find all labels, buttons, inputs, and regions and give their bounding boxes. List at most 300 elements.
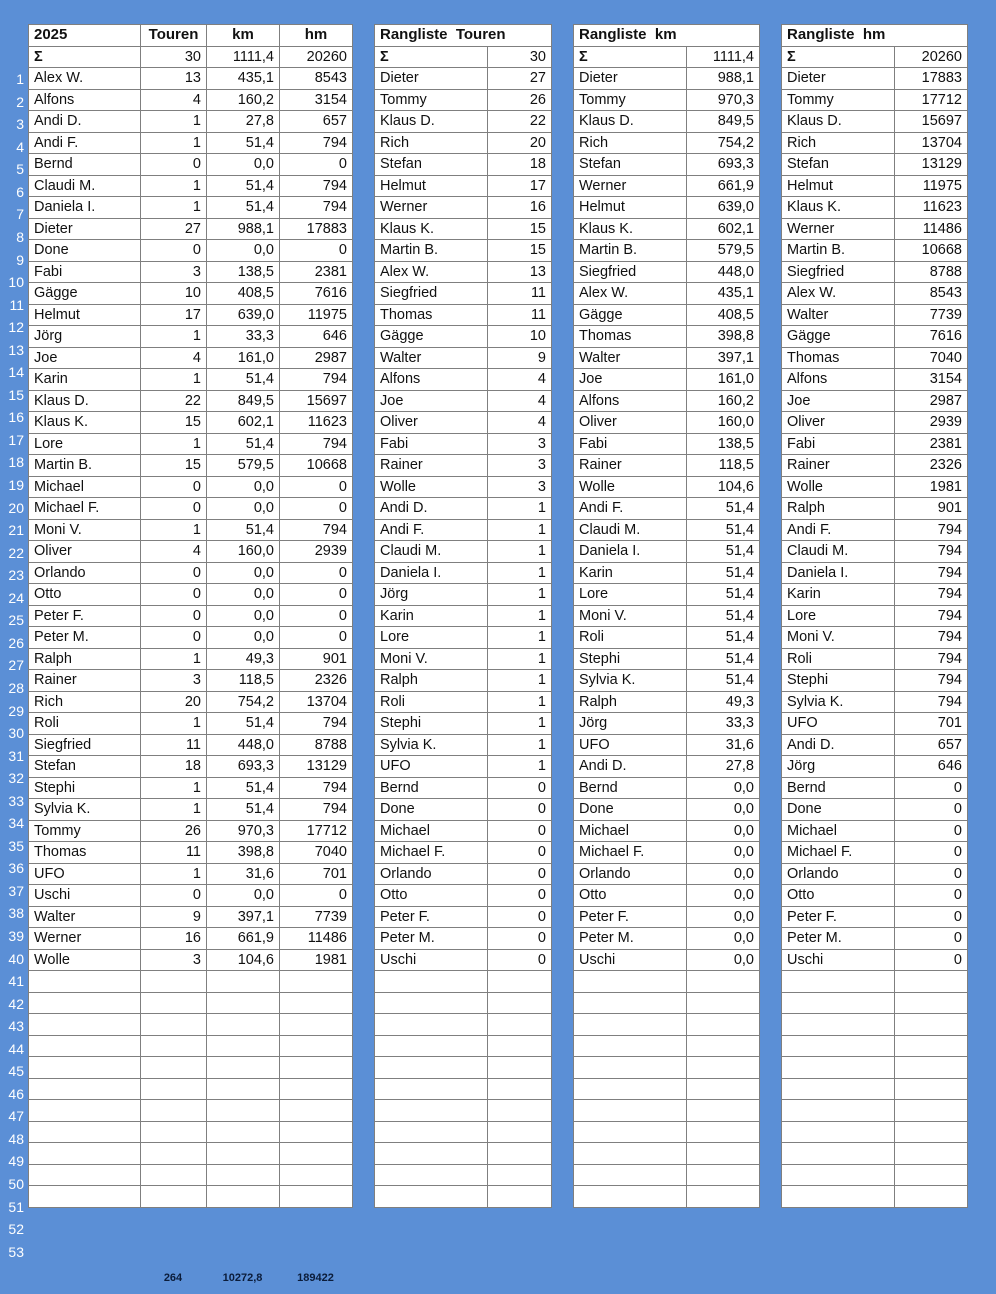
rider-touren: 1: [141, 132, 207, 154]
ranking-name: Helmut: [375, 175, 488, 197]
rider-name: Karin: [29, 369, 141, 391]
rider-km: 49,3: [207, 648, 280, 670]
rider-hm: 794: [280, 713, 353, 735]
ranking-name: Oliver: [375, 412, 488, 434]
table-row: [29, 971, 353, 993]
touren-header: Touren: [141, 25, 207, 47]
rider-touren: [141, 1143, 207, 1165]
rider-hm: 11623: [280, 412, 353, 434]
rider-name: [29, 1078, 141, 1100]
ranking-row: [782, 627, 968, 649]
rank-hm-title: Rangliste hm: [782, 25, 968, 47]
ranking-row: [782, 476, 968, 498]
ranking-row: [782, 734, 968, 756]
ranking-name: [782, 1078, 895, 1100]
rider-name: Fabi: [29, 261, 141, 283]
ranking-name: Siegfried: [782, 261, 895, 283]
ranking-touren-value: 18: [488, 154, 552, 176]
ranking-touren-value: 1: [488, 519, 552, 541]
ranking-row: [782, 756, 968, 778]
ranking-row: [574, 1164, 760, 1186]
ranking-name: Joe: [782, 390, 895, 412]
ranking-name: Sylvia K.: [375, 734, 488, 756]
ranking-row: [574, 670, 760, 692]
ranking-touren-value: 4: [488, 412, 552, 434]
rider-hm: 2939: [280, 541, 353, 563]
row-number: 4: [16, 138, 24, 155]
ranking-touren-value: 9: [488, 347, 552, 369]
ranking-row: [574, 713, 760, 735]
total-touren: 264: [163, 1272, 183, 1284]
header-row: [375, 25, 552, 47]
ranking-hm-value: [895, 1057, 968, 1079]
ranking-hm-value: 0: [895, 906, 968, 928]
ranking-hm-value: [895, 1186, 968, 1208]
ranking-row: [574, 455, 760, 477]
ranking-row: [375, 433, 552, 455]
ranking-row: [782, 820, 968, 842]
ranking-name: [375, 1100, 488, 1122]
table-row: [29, 691, 353, 713]
rider-name: [29, 1143, 141, 1165]
rider-hm: 701: [280, 863, 353, 885]
ranking-hm-value: [895, 1143, 968, 1165]
ranking-touren-value: 0: [488, 863, 552, 885]
rider-name: Uschi: [29, 885, 141, 907]
ranking-row: [574, 347, 760, 369]
ranking-row: [574, 433, 760, 455]
ranking-hm-value: 7616: [895, 326, 968, 348]
row-number: 51: [8, 1198, 24, 1215]
ranking-km-value: 0,0: [687, 949, 760, 971]
ranking-name: Walter: [574, 347, 687, 369]
table-row: [29, 455, 353, 477]
table-row: [29, 670, 353, 692]
ranking-name: Orlando: [574, 863, 687, 885]
ranking-row: [375, 756, 552, 778]
row-number: 20: [8, 499, 24, 516]
rider-km: [207, 1100, 280, 1122]
table-row: [29, 713, 353, 735]
ranking-name: Oliver: [782, 412, 895, 434]
ranking-name: Lore: [375, 627, 488, 649]
row-number: 22: [8, 544, 24, 561]
rider-hm: 13704: [280, 691, 353, 713]
rider-touren: 1: [141, 519, 207, 541]
ranking-row: [782, 799, 968, 821]
rider-name: Andi F.: [29, 132, 141, 154]
row-number: 14: [8, 364, 24, 381]
rider-km: 435,1: [207, 68, 280, 90]
ranking-hm-value: 2381: [895, 433, 968, 455]
ranking-row: [782, 971, 968, 993]
ranking-name: [375, 1014, 488, 1036]
ranking-hm-value: 8788: [895, 261, 968, 283]
ranking-name: Rich: [782, 132, 895, 154]
ranking-name: Wolle: [782, 476, 895, 498]
ranking-name: Jörg: [375, 584, 488, 606]
ranking-touren-value: [488, 1164, 552, 1186]
ranking-name: [574, 971, 687, 993]
ranking-row: [782, 197, 968, 219]
row-number: 38: [8, 905, 24, 922]
rider-hm: 646: [280, 326, 353, 348]
ranking-km-value: 988,1: [687, 68, 760, 90]
table-row: [29, 648, 353, 670]
rider-touren: 17: [141, 304, 207, 326]
rider-km: 448,0: [207, 734, 280, 756]
rider-km: 0,0: [207, 154, 280, 176]
rider-touren: 10: [141, 283, 207, 305]
ranking-name: Stefan: [574, 154, 687, 176]
rider-km: 579,5: [207, 455, 280, 477]
ranking-name: Rainer: [782, 455, 895, 477]
rider-km: 0,0: [207, 498, 280, 520]
ranking-row: [375, 412, 552, 434]
rider-hm: [280, 1186, 353, 1208]
ranking-name: Klaus D.: [574, 111, 687, 133]
rider-hm: 0: [280, 584, 353, 606]
ranking-touren-value: 0: [488, 949, 552, 971]
ranking-touren-value: 1: [488, 670, 552, 692]
ranking-touren-value: [488, 1057, 552, 1079]
ranking-name: Lore: [574, 584, 687, 606]
ranking-row: [782, 605, 968, 627]
rider-km: [207, 1078, 280, 1100]
ranking-name: [574, 992, 687, 1014]
rider-km: [207, 1057, 280, 1079]
ranking-touren-value: 0: [488, 799, 552, 821]
ranking-row: [782, 1035, 968, 1057]
ranking-row: [782, 885, 968, 907]
rider-name: Alfons: [29, 89, 141, 111]
row-number: 40: [8, 950, 24, 967]
rider-hm: 0: [280, 476, 353, 498]
rider-touren: 1: [141, 777, 207, 799]
ranking-row: [574, 326, 760, 348]
ranking-row: [375, 648, 552, 670]
ranking-name: Karin: [782, 584, 895, 606]
rider-km: [207, 1035, 280, 1057]
ranking-hm-value: 0: [895, 842, 968, 864]
ranking-name: [782, 1057, 895, 1079]
ranking-row: [375, 455, 552, 477]
rider-touren: 0: [141, 476, 207, 498]
ranking-name: Lore: [782, 605, 895, 627]
ranking-name: Uschi: [574, 949, 687, 971]
ranking-touren-value: 4: [488, 369, 552, 391]
ranking-row: [375, 175, 552, 197]
row-number: 17: [8, 431, 24, 448]
rider-km: [207, 1014, 280, 1036]
rider-name: Bernd: [29, 154, 141, 176]
ranking-name: Andi D.: [375, 498, 488, 520]
table-row: [29, 1078, 353, 1100]
ranking-name: [574, 1164, 687, 1186]
row-number: 6: [16, 183, 24, 200]
ranking-row: [375, 691, 552, 713]
rider-km: 51,4: [207, 132, 280, 154]
rider-name: [29, 1014, 141, 1036]
sum-symbol: Σ: [574, 46, 687, 68]
ranking-row: [574, 1100, 760, 1122]
ranking-name: Gägge: [782, 326, 895, 348]
rider-km: 160,2: [207, 89, 280, 111]
ranking-hm-value: [895, 971, 968, 993]
rider-km: 118,5: [207, 670, 280, 692]
ranking-row: [782, 1078, 968, 1100]
rider-km: 0,0: [207, 240, 280, 262]
ranking-name: Peter F.: [574, 906, 687, 928]
sum-km: 1111,4: [207, 46, 280, 68]
ranking-km-value: 448,0: [687, 261, 760, 283]
rider-km: 754,2: [207, 691, 280, 713]
rider-hm: 7739: [280, 906, 353, 928]
rider-hm: 2381: [280, 261, 353, 283]
rider-name: Lore: [29, 433, 141, 455]
ranking-name: Moni V.: [574, 605, 687, 627]
ranking-name: Fabi: [782, 433, 895, 455]
rider-hm: 2326: [280, 670, 353, 692]
ranking-row: [782, 175, 968, 197]
ranking-hm-value: 10668: [895, 240, 968, 262]
ranking-km-value: [687, 971, 760, 993]
ranking-row: [574, 1014, 760, 1036]
row-number: 37: [8, 882, 24, 899]
ranking-hm-value: 13704: [895, 132, 968, 154]
total-km: 10272,8: [222, 1272, 263, 1284]
rider-touren: 0: [141, 627, 207, 649]
ranking-name: UFO: [574, 734, 687, 756]
ranking-row: [574, 863, 760, 885]
rider-name: Siegfried: [29, 734, 141, 756]
ranking-hm-value: [895, 992, 968, 1014]
rider-touren: [141, 992, 207, 1014]
ranking-name: Bernd: [782, 777, 895, 799]
ranking-km-value: 970,3: [687, 89, 760, 111]
rider-hm: [280, 1143, 353, 1165]
rider-name: [29, 1100, 141, 1122]
rider-km: 51,4: [207, 433, 280, 455]
ranking-row: [574, 971, 760, 993]
rider-name: Oliver: [29, 541, 141, 563]
rider-km: 33,3: [207, 326, 280, 348]
ranking-row: [375, 197, 552, 219]
ranking-row: [782, 928, 968, 950]
ranking-row: [375, 240, 552, 262]
rider-name: Gägge: [29, 283, 141, 305]
row-number: 18: [8, 454, 24, 471]
table-row: [29, 498, 353, 520]
rider-name: Tommy: [29, 820, 141, 842]
rider-name: Michael F.: [29, 498, 141, 520]
ranking-hm-value: 1981: [895, 476, 968, 498]
rider-hm: 794: [280, 777, 353, 799]
ranking-hm-value: 11975: [895, 175, 968, 197]
ranking-row: [782, 304, 968, 326]
row-number: 28: [8, 679, 24, 696]
ranking-hm-value: 701: [895, 713, 968, 735]
ranking-row: [375, 304, 552, 326]
sum-symbol: Σ: [375, 46, 488, 68]
sum-row: [574, 46, 760, 68]
rider-km: 661,9: [207, 928, 280, 950]
ranking-name: Rainer: [375, 455, 488, 477]
ranking-touren-value: 1: [488, 498, 552, 520]
ranking-name: Stephi: [574, 648, 687, 670]
ranking-name: Rainer: [574, 455, 687, 477]
ranking-row: [782, 412, 968, 434]
ranking-touren-value: 11: [488, 283, 552, 305]
rider-name: Joe: [29, 347, 141, 369]
rider-touren: 0: [141, 240, 207, 262]
sum-hm: 20260: [280, 46, 353, 68]
rider-km: 51,4: [207, 799, 280, 821]
ranking-name: Peter F.: [782, 906, 895, 928]
ranking-km-value: 0,0: [687, 777, 760, 799]
ranking-name: Ralph: [782, 498, 895, 520]
table-row: [29, 218, 353, 240]
ranking-row: [782, 863, 968, 885]
ranking-name: Klaus D.: [782, 111, 895, 133]
ranking-name: Klaus K.: [782, 197, 895, 219]
rider-name: Martin B.: [29, 455, 141, 477]
ranking-name: [574, 1057, 687, 1079]
ranking-name: Andi F.: [574, 498, 687, 520]
ranking-name: [782, 1164, 895, 1186]
rider-km: 970,3: [207, 820, 280, 842]
ranking-km-value: 49,3: [687, 691, 760, 713]
ranking-row: [375, 1186, 552, 1208]
table-row: [29, 433, 353, 455]
ranking-row: [782, 283, 968, 305]
ranking-name: Fabi: [574, 433, 687, 455]
row-number: 52: [8, 1221, 24, 1238]
ranking-name: Klaus K.: [375, 218, 488, 240]
ranking-row: [574, 283, 760, 305]
ranking-row: [574, 648, 760, 670]
ranking-name: Joe: [574, 369, 687, 391]
ranking-touren-value: [488, 1100, 552, 1122]
ranking-km-value: [687, 1121, 760, 1143]
ranking-hm-value: 657: [895, 734, 968, 756]
rider-touren: [141, 1164, 207, 1186]
km-header: km: [207, 25, 280, 47]
row-number: 9: [16, 251, 24, 268]
ranking-km-value: 118,5: [687, 455, 760, 477]
rider-touren: 0: [141, 584, 207, 606]
ranking-name: [375, 1121, 488, 1143]
ranking-row: [782, 369, 968, 391]
table-row: [29, 928, 353, 950]
ranking-touren-value: 1: [488, 584, 552, 606]
rider-km: 51,4: [207, 369, 280, 391]
rider-name: Helmut: [29, 304, 141, 326]
ranking-name: UFO: [375, 756, 488, 778]
rider-km: 602,1: [207, 412, 280, 434]
ranking-name: Karin: [375, 605, 488, 627]
ranking-name: [782, 1143, 895, 1165]
ranking-name: Martin B.: [375, 240, 488, 262]
ranking-name: Stefan: [782, 154, 895, 176]
row-number: 8: [16, 229, 24, 246]
table-row: [29, 605, 353, 627]
table-row: [29, 519, 353, 541]
row-number: 32: [8, 770, 24, 787]
rank-km-title: Rangliste km: [574, 25, 760, 47]
ranking-touren-value: 15: [488, 240, 552, 262]
ranking-name: Alfons: [574, 390, 687, 412]
ranking-name: Gägge: [574, 304, 687, 326]
ranking-name: Claudi M.: [574, 519, 687, 541]
ranking-touren-value: 16: [488, 197, 552, 219]
ranking-row: [375, 949, 552, 971]
ranking-name: Peter M.: [375, 928, 488, 950]
ranking-km-value: 51,4: [687, 627, 760, 649]
ranking-row: [782, 261, 968, 283]
ranking-row: [574, 799, 760, 821]
ranking-row: [375, 885, 552, 907]
ranking-row: [574, 1143, 760, 1165]
rider-name: [29, 1121, 141, 1143]
ranking-row: [375, 154, 552, 176]
row-number: 34: [8, 815, 24, 832]
row-number: 49: [8, 1153, 24, 1170]
ranking-row: [375, 261, 552, 283]
table-row: [29, 390, 353, 412]
ranking-row: [375, 111, 552, 133]
sum-symbol: Σ: [29, 46, 141, 68]
ranking-name: Michael F.: [782, 842, 895, 864]
ranking-name: Uschi: [782, 949, 895, 971]
rider-touren: 27: [141, 218, 207, 240]
row-number: 50: [8, 1175, 24, 1192]
ranking-row: [375, 1100, 552, 1122]
ranking-row: [782, 89, 968, 111]
rider-touren: [141, 1057, 207, 1079]
rider-km: 51,4: [207, 175, 280, 197]
ranking-row: [574, 1186, 760, 1208]
ranking-km-value: 138,5: [687, 433, 760, 455]
ranking-row: [782, 777, 968, 799]
ranking-row: [574, 175, 760, 197]
rider-touren: 1: [141, 197, 207, 219]
ranking-name: [574, 1014, 687, 1036]
rider-touren: 18: [141, 756, 207, 778]
ranking-row: [574, 218, 760, 240]
ranking-km-value: 398,8: [687, 326, 760, 348]
table-row: [29, 992, 353, 1014]
ranking-km-value: 754,2: [687, 132, 760, 154]
ranking-name: Siegfried: [375, 283, 488, 305]
ranking-name: Peter F.: [375, 906, 488, 928]
ranking-hm-value: [895, 1100, 968, 1122]
rider-hm: 8788: [280, 734, 353, 756]
ranking-km-value: 639,0: [687, 197, 760, 219]
row-number-gutter: [0, 24, 26, 1263]
ranking-row: [782, 1186, 968, 1208]
sum-symbol: Σ: [782, 46, 895, 68]
rider-name: Jörg: [29, 326, 141, 348]
rider-touren: [141, 1078, 207, 1100]
ranking-km-value: 408,5: [687, 304, 760, 326]
ranking-name: Stephi: [375, 713, 488, 735]
rider-hm: 7616: [280, 283, 353, 305]
rider-touren: 0: [141, 605, 207, 627]
table-row: [29, 68, 353, 90]
ranking-row: [375, 1057, 552, 1079]
ranking-touren-value: [488, 1186, 552, 1208]
